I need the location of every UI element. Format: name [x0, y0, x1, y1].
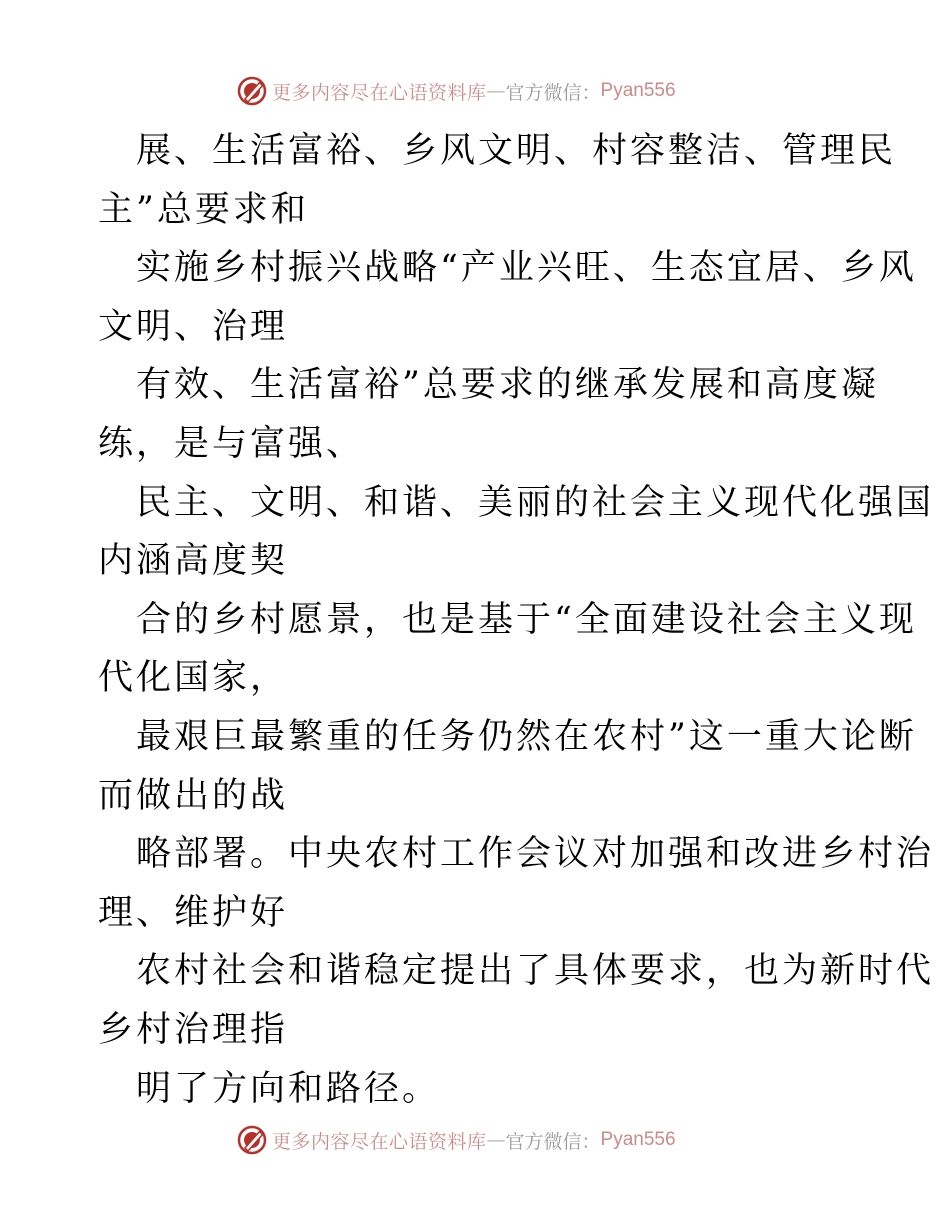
footer-dash: — — [486, 1129, 506, 1151]
text-line: 主”总要求和 — [98, 189, 309, 230]
red-circle-pen-logo-icon — [236, 75, 268, 107]
text-line: 文明、治理 — [98, 306, 289, 347]
header-wechat-id: Pyan556 — [600, 80, 676, 101]
header-banner[interactable] — [236, 74, 676, 108]
text-line: 最艰巨最繁重的任务仍然在农村”这一重大论断 — [136, 716, 917, 757]
footer-banner[interactable] — [236, 1123, 676, 1157]
header-dash: — — [486, 80, 506, 102]
body-text — [98, 122, 935, 1118]
footer-site-text: 更多内容尽在心语资料库 — [272, 1130, 487, 1153]
text-line: 有效、生活富裕”总要求的继承发展和高度凝 — [136, 365, 879, 406]
header-wechat-label: 官方微信： — [505, 81, 601, 104]
text-line: 农村社会和谐稳定提出了具体要求，也为新时代 — [136, 951, 935, 992]
footer-wechat-label: 官方微信： — [505, 1130, 601, 1153]
header-site-text: 更多内容尽在心语资料库 — [272, 81, 487, 104]
text-line: 练，是与富强、 — [98, 423, 365, 464]
text-line: 而做出的战 — [98, 775, 289, 816]
text-line: 略部署。中央农村工作会议对加强和改进乡村治 — [136, 834, 935, 875]
text-line: 内涵高度契 — [98, 541, 289, 582]
text-line: 展、生活富裕、乡风文明、村容整洁、管理民 — [136, 131, 897, 171]
red-circle-pen-logo-icon — [236, 1124, 268, 1156]
footer-wechat-id: Pyan556 — [600, 1129, 676, 1150]
text-line: 代化国家， — [98, 658, 289, 699]
text-line: 乡村治理指 — [98, 1009, 289, 1050]
text-line: 明了方向和路径。 — [136, 1068, 441, 1109]
text-line: 民主、文明、和谐、美丽的社会主义现代化强国 — [136, 482, 935, 523]
text-line: 合的乡村愿景，也是基于“全面建设社会主义现 — [136, 599, 917, 640]
text-line: 理、维护好 — [98, 892, 289, 933]
text-line: 实施乡村振兴战略“产业兴旺、生态宜居、乡风 — [136, 248, 917, 289]
